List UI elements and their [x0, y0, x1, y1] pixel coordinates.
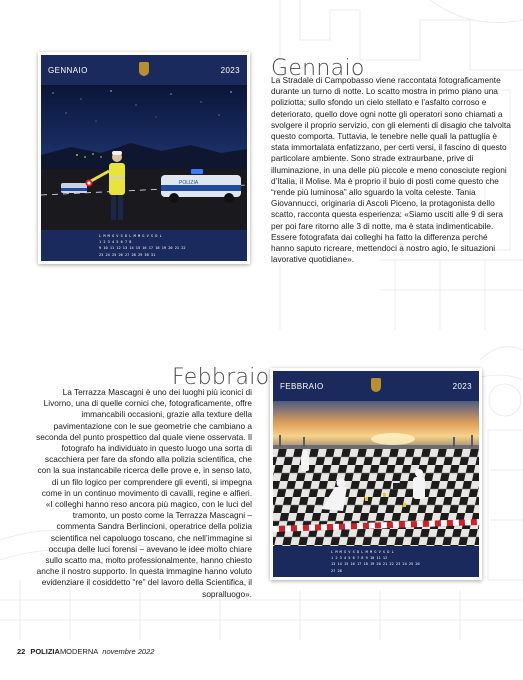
febbraio-calendar-year: 2023 — [452, 382, 472, 391]
febbraio-photo — [273, 401, 479, 546]
calendar-days-row: 9 10 11 12 13 14 15 16 17 18 19 20 21 22 — [99, 246, 186, 251]
calendar-days-row: 1 2 3 4 5 6 7 8 — [99, 240, 132, 245]
gennaio-photo — [41, 85, 247, 230]
febbraio-calendar-month: FEBBRAIO — [280, 382, 324, 391]
police-crest-icon — [371, 378, 381, 392]
gennaio-calendar-header — [41, 55, 247, 85]
calendar-days-row: 1 2 3 4 5 6 7 8 9 10 11 12 — [331, 556, 388, 561]
febbraio-calendar-header — [273, 371, 479, 401]
issue-date: novembre 2022 — [102, 647, 155, 656]
febbraio-paragraph-2: «I colleghi hanno reso ancora più magico, con le luci del tramonto, un posto come la Terrazza Mascagni – commenta Sandra Berlincioni, operatrice della polizia scientifica nel capoluogo toscano, che nell’immagine si occupa delle luci forensi – avevano le idee molto chiare sullo scatto ma, molto professionalmente, hanno chiesto anche il nostro supporto. In questa immagine hanno voluto evidenziare il cosiddetto “re” del lavoro della Scientifica, il sopralluogo». — [36, 499, 252, 599]
gennaio-calendar-grid — [41, 230, 247, 261]
febbraio-paragraph-1: La Terrazza Mascagni è uno dei luoghi più iconici di Livorno, una di quelle cornici che, fotograficamente, offre immancabili occasioni, grazie alla texture della pavimentazione con le sue geometrie che cambiano a seconda del punto prospettico dal quale viene osservata. Il fotografo ha individuato in questo luogo una sorta di scacchiera per fare da sfondo alla polizia scientifica, che con la sua instancabile ricerca delle prove e, in senso lato, di un filo logico per comprendere gli eventi, si impegna come in un continuo movimento di cavalli, regine e alfieri. — [36, 387, 252, 498]
calendar-days-row: 27 28 — [331, 568, 342, 573]
febbraio-calendar-grid — [273, 546, 479, 577]
calendar-days-row: 13 14 15 16 17 18 19 20 21 22 23 24 25 26 — [331, 562, 420, 567]
febbraio-title: Febbraio — [172, 365, 270, 390]
gennaio-body-text — [271, 75, 511, 265]
magazine-brand-light: MODERNA — [59, 647, 99, 656]
febbraio-calendar-card — [270, 368, 482, 580]
gennaio-calendar-month: GENNAIO — [48, 66, 88, 75]
calendar-days-row: 23 24 25 26 27 28 29 30 31 — [99, 252, 156, 257]
gennaio-paragraph: La Stradale di Campobasso viene raccontata fotograficamente durante un turno di notte. Lo scatto mostra in primo piano una poliziotta; sullo sfondo un cielo stellato e l’asfalto corroso e deteriorato, quello dove ogni notte gli operatori sono chiamati a svolgere il proprio servizio, con gli elementi di disagio che talvolta questo comporta. Tuttavia, le tenebre nelle quali la pattuglia è stata immortalata enfatizzano, per certi versi, il fascino di questo particolare ambiente. Sono strade extraurbane, prive di illuminazione, in una delle più piccole e meno conosciute regioni d’Italia, il Molise. Ma è proprio il buio di posti come questo che “rende più luminosa” allo sguardo la volta celeste. Tania Giovannucci, originaria di Ascoli Piceno, la protagonista dello scatto, racconta questa esperienza: «Siamo usciti alle 9 di sera per poi fare ritorno alle 3 di notte, ma è stata indimenticabile. Essere fotografata dai colleghi ha fatto la differenza perché hanno saputo ricreare, mettendoci a nostro agio, le situazioni lavorative quotidiane». — [271, 75, 511, 265]
page-number: 22 — [17, 647, 26, 656]
page-footer — [17, 647, 154, 656]
calendar-weekday-row: L M M G V S D L M M G V S D L — [99, 234, 162, 238]
calendar-weekday-row: L M M G V S D L M M G V S D L — [331, 550, 394, 554]
gennaio-calendar-card — [38, 52, 250, 264]
magazine-brand-bold: POLIZIA — [30, 647, 60, 656]
febbraio-body-text — [34, 387, 252, 600]
gennaio-calendar-year: 2023 — [220, 66, 240, 75]
car-polizia-text: POLIZIA — [179, 180, 199, 186]
gennaio-title: Gennaio — [271, 56, 365, 81]
police-crest-icon — [139, 62, 149, 76]
